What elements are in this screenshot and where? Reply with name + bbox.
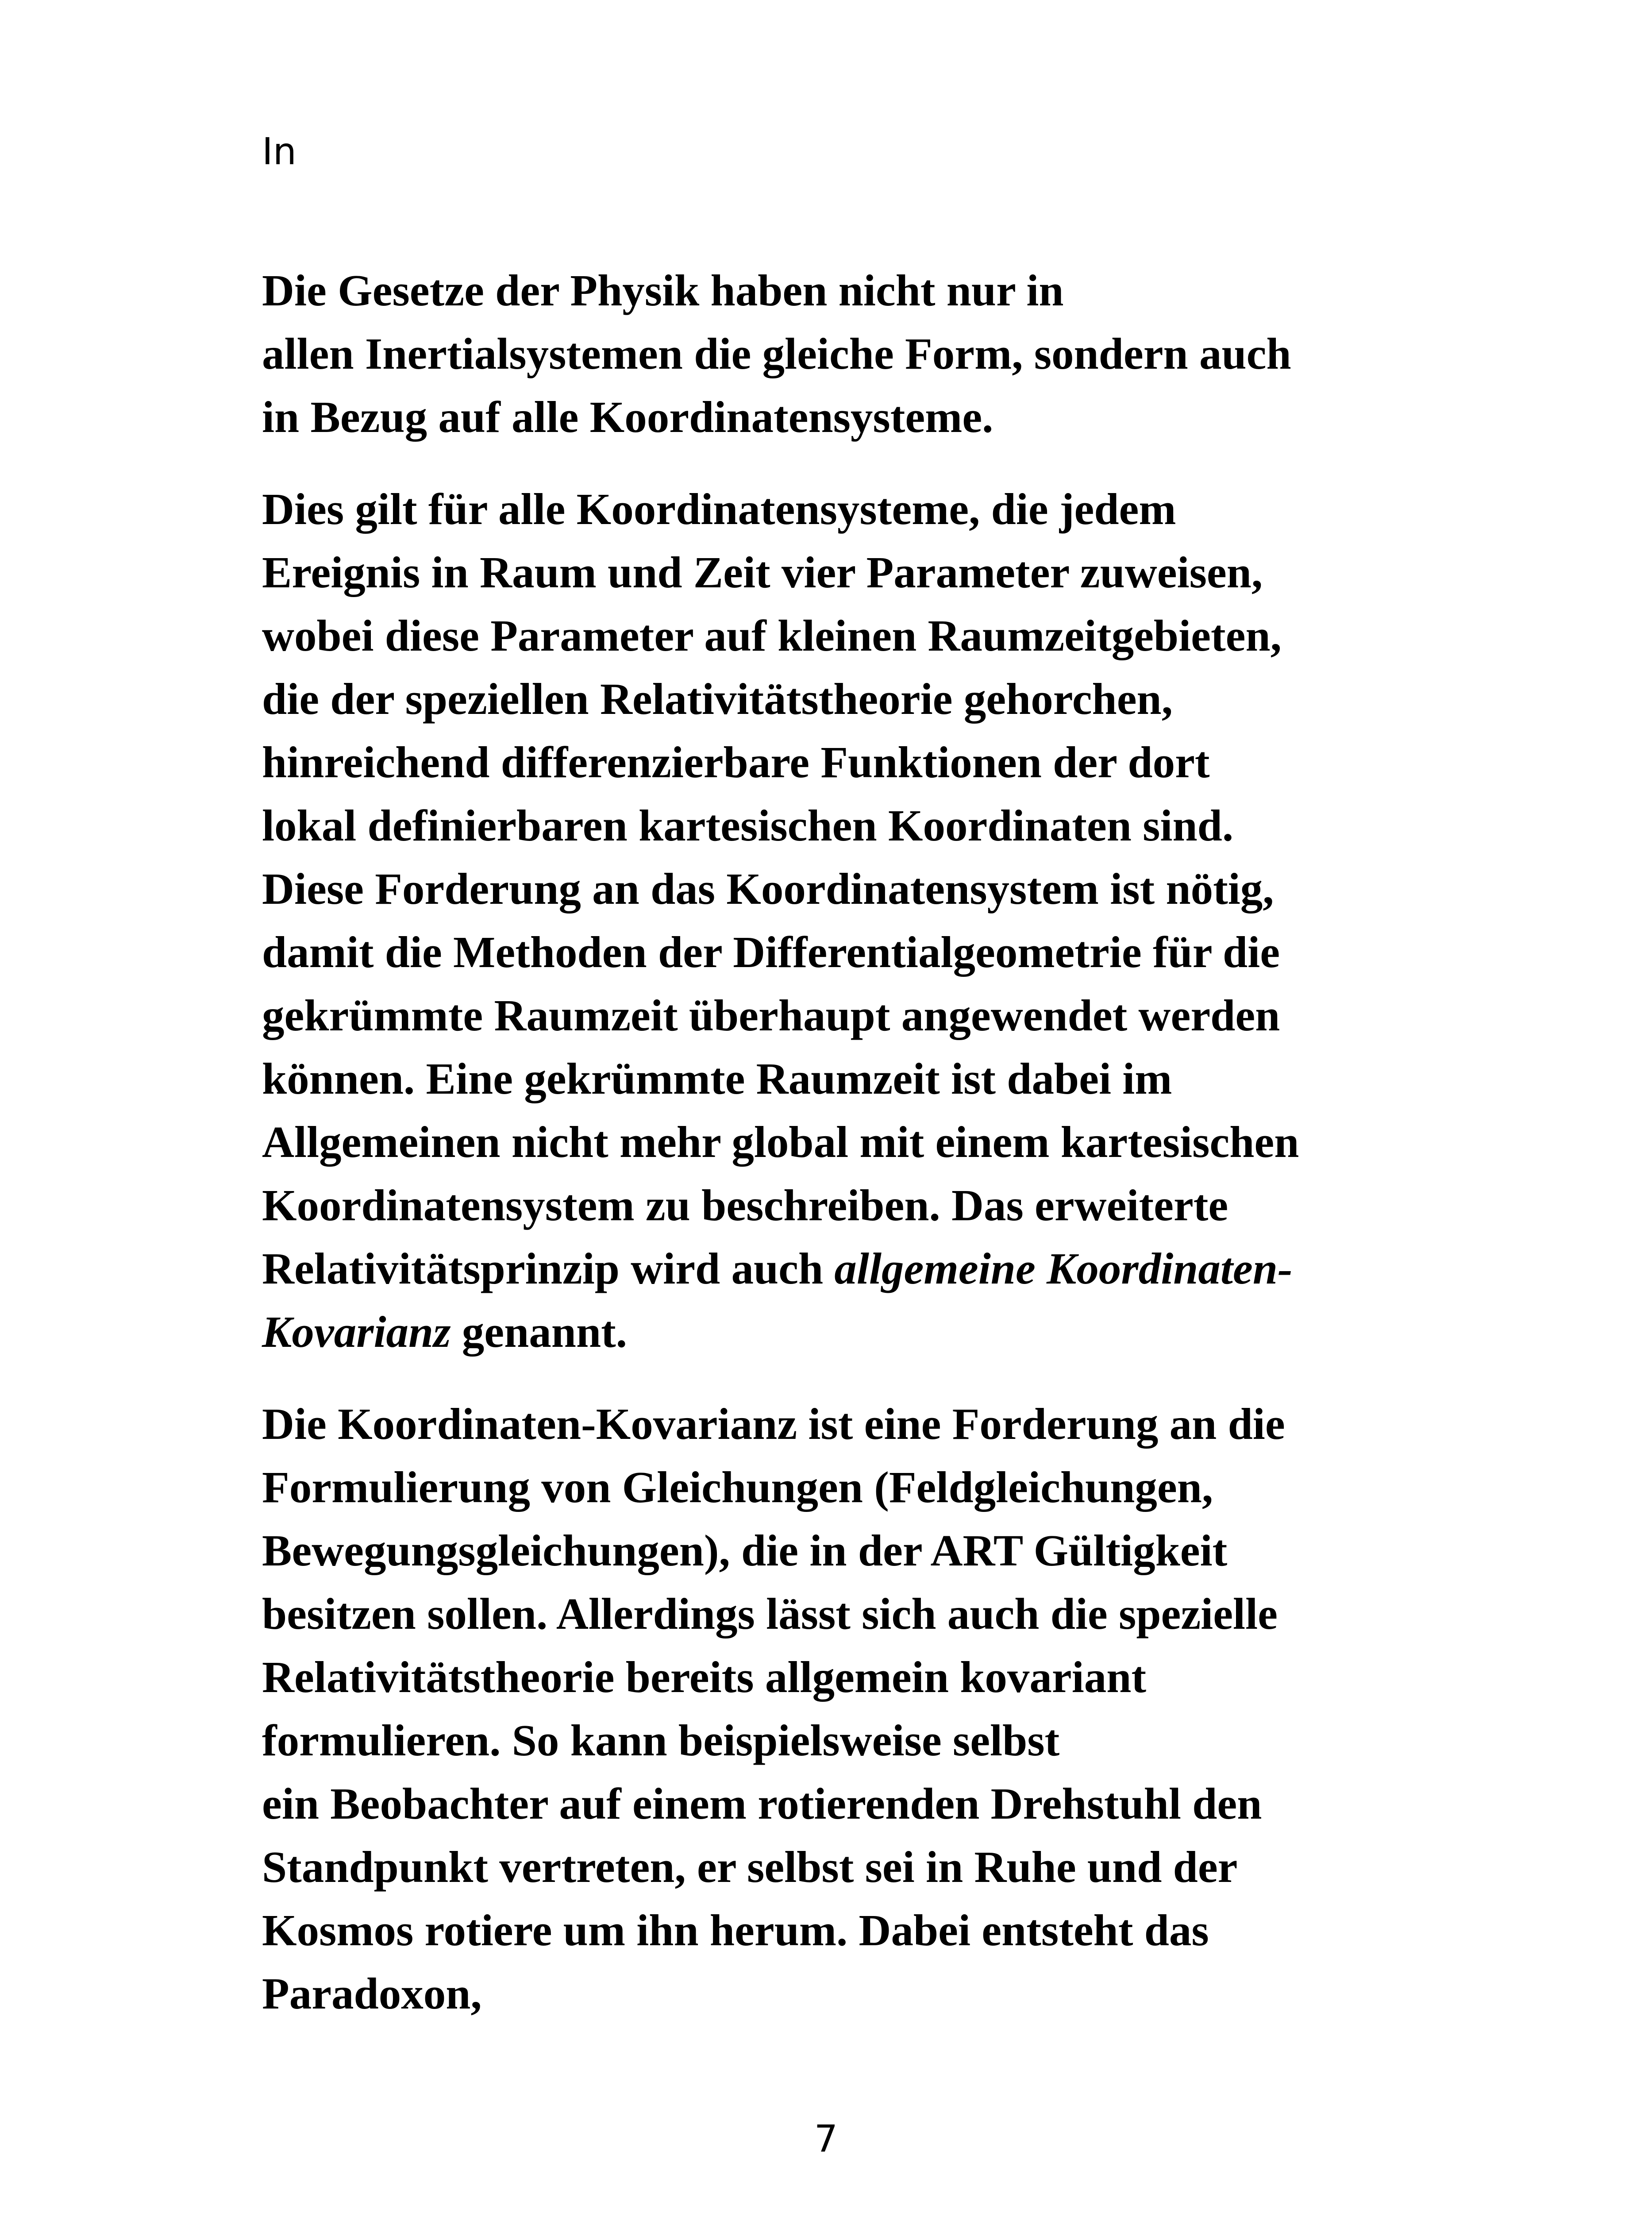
text-line: damit die Methoden der Differentialgeometrie für die: [262, 927, 1280, 977]
page-number: 7: [814, 2117, 838, 2160]
text-line: Die Gesetze der Physik haben nicht nur in: [262, 266, 1064, 315]
text-line: Paradoxon,: [262, 1969, 482, 2018]
text-line: Die Koordinaten-Kovarianz ist eine Forderung an die: [262, 1399, 1285, 1449]
text-line: Ereignis in Raum und Zeit vier Parameter zuweisen,: [262, 547, 1263, 597]
text-line: hinreichend differenzierbare Funktionen der dort: [262, 737, 1210, 787]
text-line: Allgemeinen nicht mehr global mit einem kartesischen: [262, 1117, 1299, 1167]
text-line: Formulierung von Gleichungen (Feldgleichungen,: [262, 1462, 1213, 1512]
text-line: Standpunkt vertreten, er selbst sei in Ruhe und der: [262, 1842, 1238, 1892]
text-line: formulieren. So kann beispielsweise selbst: [262, 1716, 1060, 1765]
text-line: können. Eine gekrümmte Raumzeit ist dabei im: [262, 1054, 1172, 1103]
running-header: In: [262, 130, 297, 173]
text-line: Relativitätstheorie bereits allgemein kovariant: [262, 1652, 1147, 1702]
paragraph-3: [262, 1392, 1395, 2025]
text-line: besitzen sollen. Allerdings lässt sich auch die spezielle: [262, 1589, 1278, 1639]
text-fragment: Relativitätsprinzip wird auch: [262, 1244, 835, 1293]
text-line: allen Inertialsystemen die gleiche Form, sondern auch: [262, 329, 1291, 378]
text-line: Koordinatensystem zu beschreiben. Das erweiterte: [262, 1180, 1228, 1230]
text-line: Kosmos rotiere um ihn herum. Dabei entsteht das: [262, 1905, 1209, 1955]
text-line: gekrümmte Raumzeit überhaupt angewendet werden: [262, 991, 1280, 1040]
text-line: ein Beobachter auf einem rotierenden Drehstuhl den: [262, 1779, 1262, 1828]
text-line-with-italic: [262, 1237, 1395, 1300]
italic-term: Kovarianz: [262, 1307, 451, 1357]
paragraph-1: [262, 259, 1395, 449]
text-line: Bewegungsgleichungen), die in der ART Gültigkeit: [262, 1526, 1228, 1575]
body-text: [262, 259, 1395, 2025]
text-line: die der speziellen Relativitätstheorie gehorchen,: [262, 674, 1173, 724]
text-line: in Bezug auf alle Koordinatensysteme.: [262, 392, 994, 442]
text-line: lokal definierbaren kartesischen Koordinaten sind.: [262, 801, 1234, 850]
text-line: wobei diese Parameter auf kleinen Raumzeitgebieten,: [262, 611, 1282, 660]
paragraph-gap: [262, 449, 1395, 478]
paragraph-gap: [262, 1364, 1395, 1392]
text-line: Dies gilt für alle Koordinatensysteme, die jedem: [262, 484, 1176, 534]
text-line-with-italic: [262, 1300, 1395, 1364]
italic-term: allgemeine Koordinaten-: [834, 1244, 1293, 1293]
text-fragment: genannt.: [451, 1307, 628, 1357]
paragraph-2: [262, 478, 1395, 1364]
text-line: Diese Forderung an das Koordinatensystem ist nötig,: [262, 864, 1274, 914]
